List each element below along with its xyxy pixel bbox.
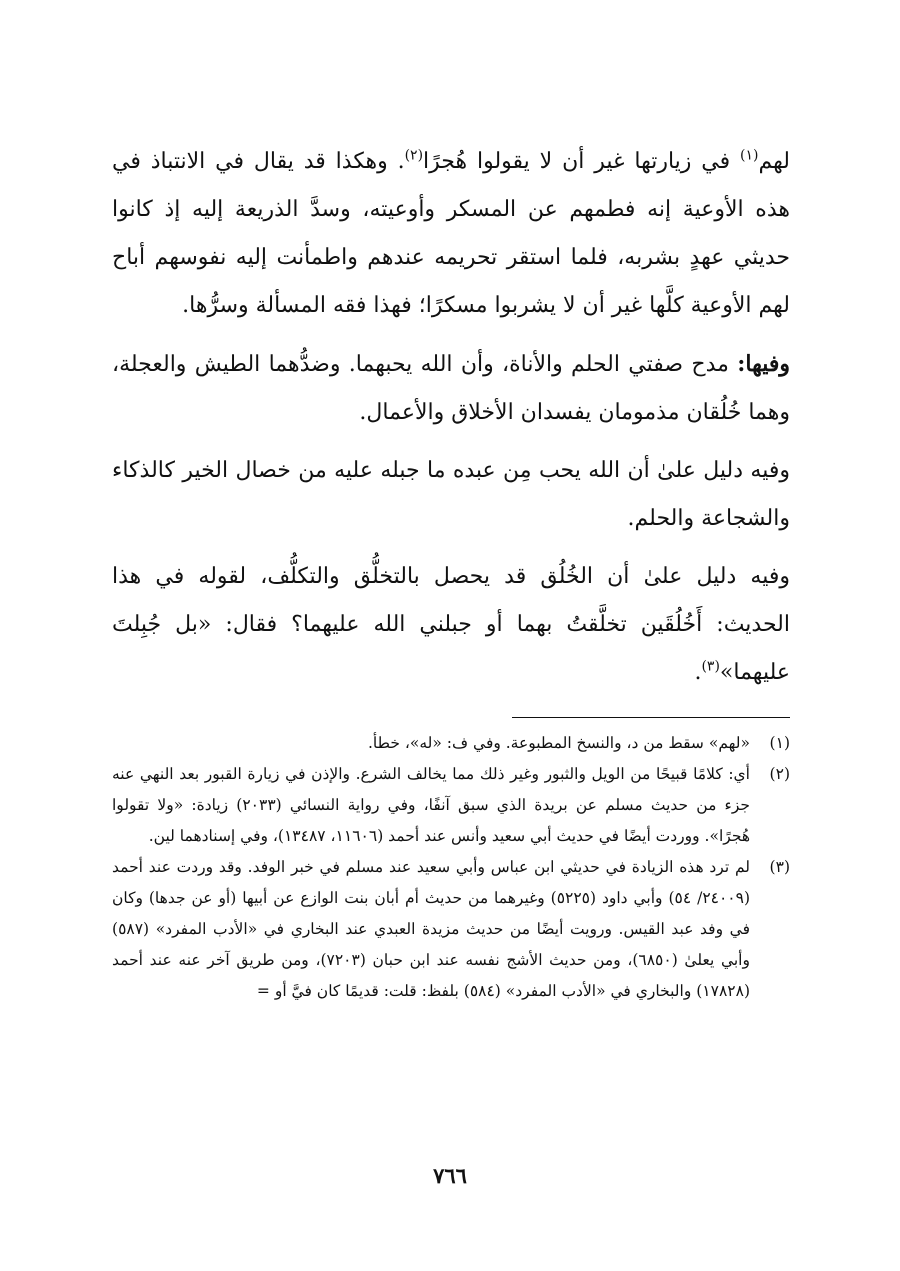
main-text	[112, 138, 790, 707]
p1-text-c: . وهكذا قد يقال في الانتباذ في هذه الأوعية إنه فطمهم عن المسكر وأوعيته، وسدَّ الذريعة إليه إذ كانوا حديثي عهدٍ بشربه، فلما استقر تحريمه عندهم واطمأنت إليه نفوسهم أباح لهم الأوعية كلَّها غير أن لا يشربوا مسكرًا؛ فهذا فقه المسألة وسرُّها.	[112, 149, 790, 318]
footnote-number: (٣)	[769, 858, 790, 876]
footnote-ref-2[interactable]: (٢)	[404, 147, 424, 164]
paragraph-2	[112, 340, 790, 437]
footnote-number: (٢)	[769, 765, 790, 783]
footnote-3	[112, 852, 790, 1007]
footnote-number: (١)	[769, 734, 790, 752]
p4-text: وفيه دليل علىٰ أن الخُلُق قد يحصل بالتخلُّق والتكلُّف، لقوله في هذا الحديث: أَخُلُقَين تخلَّقتُ بهما أو جبلني الله عليهما؟ فقال: «بل جُبِلتَ عليهما»	[112, 564, 790, 685]
p2-text: مدح صفتي الحلم والأناة، وأن الله يحبهما. وضدُّهما الطيش والعجلة، وهما خُلُقان مذمومان يفسدان الأخلاق والأعمال.	[112, 352, 790, 425]
footnote-text: أي: كلامًا قبيحًا من الويل والثبور وغير ذلك مما يخالف الشرع. والإذن في زيارة القبور بعد النهي عنه جزء من حديث مسلم عن بريدة الذي سبق آنفًا، وفي رواية النسائي (٢٠٣٣) زيادة: «ولا تقولوا هُجرًا». ووردت أيضًا في حديث أبي سعيد وأنس عند أحمد (١١٦٠٦، ١٣٤٨٧)، وفي إسنادهما لين.	[112, 765, 750, 845]
footnote-1	[112, 728, 790, 759]
p1-text-a: لهم	[758, 149, 791, 174]
footnote-2	[112, 759, 790, 852]
footnote-text: «لهم» سقط من د، والنسخ المطبوعة. وفي ف: «له»، خطأ.	[368, 734, 750, 752]
paragraph-4	[112, 553, 790, 697]
paragraph-3	[112, 447, 790, 543]
page-number: ٧٦٦	[433, 1163, 467, 1188]
footnote-text: لم ترد هذه الزيادة في حديثي ابن عباس وأبي سعيد عند مسلم في خبر الوفد. وقد وردت عند أحمد (٢٤٠٠٩/ ٥٤) وأبي داود (٥٢٢٥) وغيرهما من حديث أم أبان بنت الوازع عن أبيها (أو عن جدها) وكان في وفد عبد القيس. ورويت أيضًا من حديث مزيدة العبدي عند البخاري في «الأدب المفرد» (٥٨٧) وأبي يعلىٰ (٦٨٥٠)، ومن حديث الأشج نفسه عند ابن حبان (٧٢٠٣)، ومن طريق آخر عنه عند أحمد (١٧٨٢٨) والبخاري في «الأدب المفرد» (٥٨٤) بلفظ: قلت: قديمًا كان فيَّ أو =	[112, 858, 751, 1000]
footnote-ref-1[interactable]: (١)	[740, 147, 759, 164]
footnote-separator	[512, 717, 790, 718]
p3-text: وفيه دليل علىٰ أن الله يحب مِن عبده ما جبله عليه من خصال الخير كالذكاء والشجاعة والحلم.	[112, 458, 790, 531]
p4-end: .	[694, 660, 702, 685]
p2-lead: وفيها:	[737, 351, 790, 377]
footnote-ref-3[interactable]: (٣)	[701, 658, 720, 675]
footnotes	[112, 728, 790, 1007]
p1-text-b: في زيارتها غير أن لا يقولوا هُجرًا	[423, 149, 741, 174]
paragraph-1	[112, 138, 790, 330]
